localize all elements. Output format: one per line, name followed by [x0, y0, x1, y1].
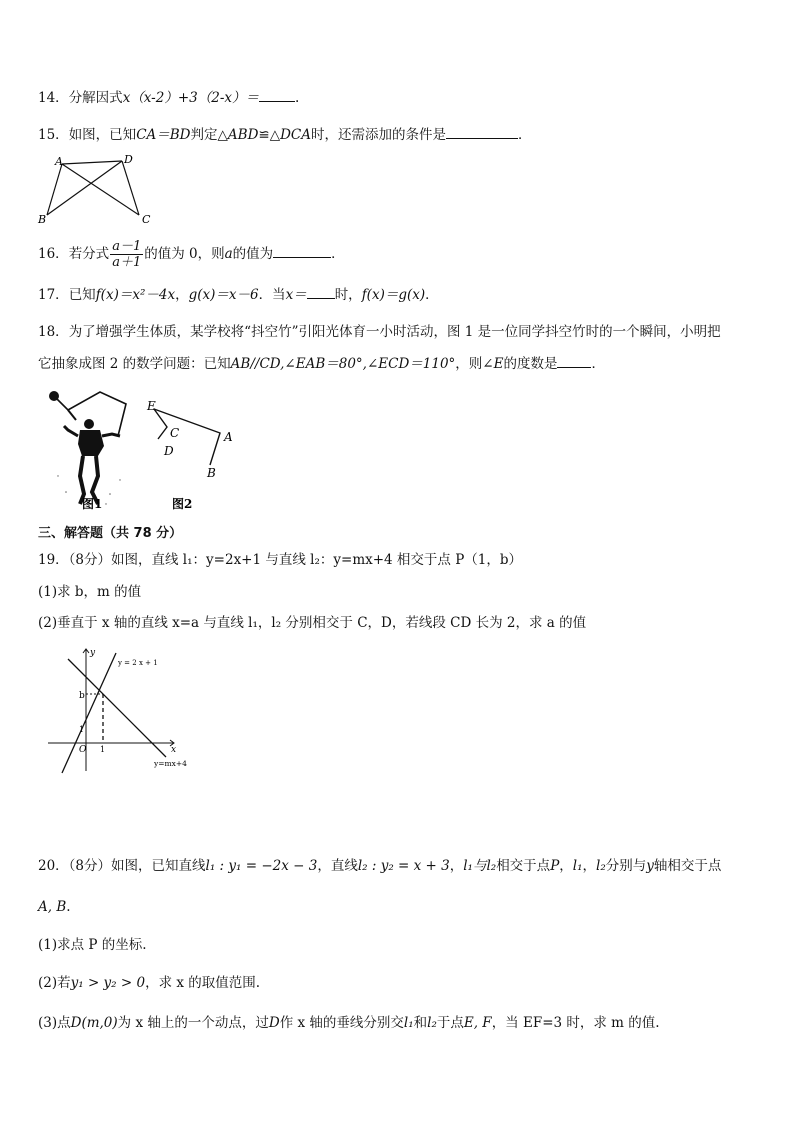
question-15: 15．如图，已知CA＝BD判定△ABD≌△DCA时，还需添加的条件是 ．	[38, 127, 532, 143]
question-16: 16．若分式 $\frac{a-1}{a+1}$ 的值为 0，则a的值为 ．	[38, 239, 345, 270]
y-axis-label: y	[90, 648, 96, 658]
vertex-label-A: A	[55, 155, 63, 168]
line-l1-label: y = 2 x + 1	[118, 659, 158, 667]
diabolo-figure-2	[140, 395, 250, 513]
question-20-part3: (3)点D(m,0)为 x 轴上的一个动点，过D作 x 轴的垂线分别交l₁和l₂于点E, F，当 EF=3 时，求 m 的值.	[38, 1015, 660, 1031]
question-18-line2: 它抽象成图 2 的数学问题：已知AB//CD,∠EAB＝80°,∠ECD＝110°，则∠E的度数是 ．	[38, 356, 605, 372]
answer-blank	[307, 285, 335, 299]
q19-graph	[44, 645, 204, 775]
q15-figure	[38, 152, 158, 227]
figure-1-caption: 图1	[82, 497, 103, 511]
question-19-line1: 19．（8分）如图，直线 l₁：y=2x+1 与直线 l₂：y=mx+4 相交于点 P（1，b）	[38, 552, 523, 568]
answer-blank	[273, 244, 331, 258]
label-B: B	[207, 466, 216, 480]
vertex-label-C: C	[142, 213, 151, 226]
fraction: $\frac{a-1}{a+1}$	[112, 239, 142, 270]
question-19-line2: (1)求 b，m 的值	[38, 584, 142, 600]
expression: x（x-2）+3（2-x）＝	[122, 90, 259, 106]
q-number: 14．	[38, 90, 69, 106]
label-E: E	[147, 399, 156, 413]
figure-2-caption: 图2	[172, 497, 193, 511]
y-one-label: 1	[79, 725, 85, 734]
question-19-line3: (2)垂直于 x 轴的直线 x=a 与直线 l₁，l₂ 分别相交于 C，D，若线段 CD 长为 2，求 a 的值	[38, 615, 587, 631]
b-label: b	[79, 691, 85, 701]
line-l2-label: y=mx+4	[154, 759, 187, 768]
vertex-label-B: B	[38, 213, 47, 226]
question-18-line1: 18．为了增强学生体质，某学校将“抖空竹”引阳光体育一小时活动，图 1 是一位同学抖空竹时的一个瞬间，小明把	[38, 324, 721, 340]
origin-label: O	[79, 745, 87, 755]
label-C: C	[170, 426, 180, 440]
answer-blank	[446, 125, 518, 139]
vertex-label-D: D	[124, 153, 133, 166]
question-20-part2: (2)若y₁ > y₂ > 0，求 x 的取值范围.	[38, 975, 261, 991]
question-20-part1: (1)求点 P 的坐标.	[38, 937, 147, 953]
section-heading: 三、解答题（共 78 分）	[38, 526, 183, 541]
question-20-line1: 20．（8分）如图，已知直线l₁ : y₁ = −2x − 3，直线l₂ : y₂ = x + 3，l₁与l₂相交于点P，l₁，l₂分别与y轴相交于点	[38, 858, 722, 874]
diabolo-figure-1	[40, 384, 140, 514]
label-D: D	[164, 444, 174, 458]
answer-blank	[557, 354, 591, 368]
question-14: 14．分解因式x（x-2）+3（2-x）＝ .	[38, 90, 300, 106]
x-one-label: 1	[100, 745, 106, 754]
answer-blank	[259, 88, 295, 102]
question-17: 17．已知f(x)＝x²－4x，g(x)＝x－6．当x＝ 时，f(x)＝g(x)．	[38, 287, 439, 303]
question-20-line2: A, B.	[38, 899, 71, 915]
label-A: A	[224, 430, 233, 444]
x-axis-label: x	[171, 745, 177, 755]
